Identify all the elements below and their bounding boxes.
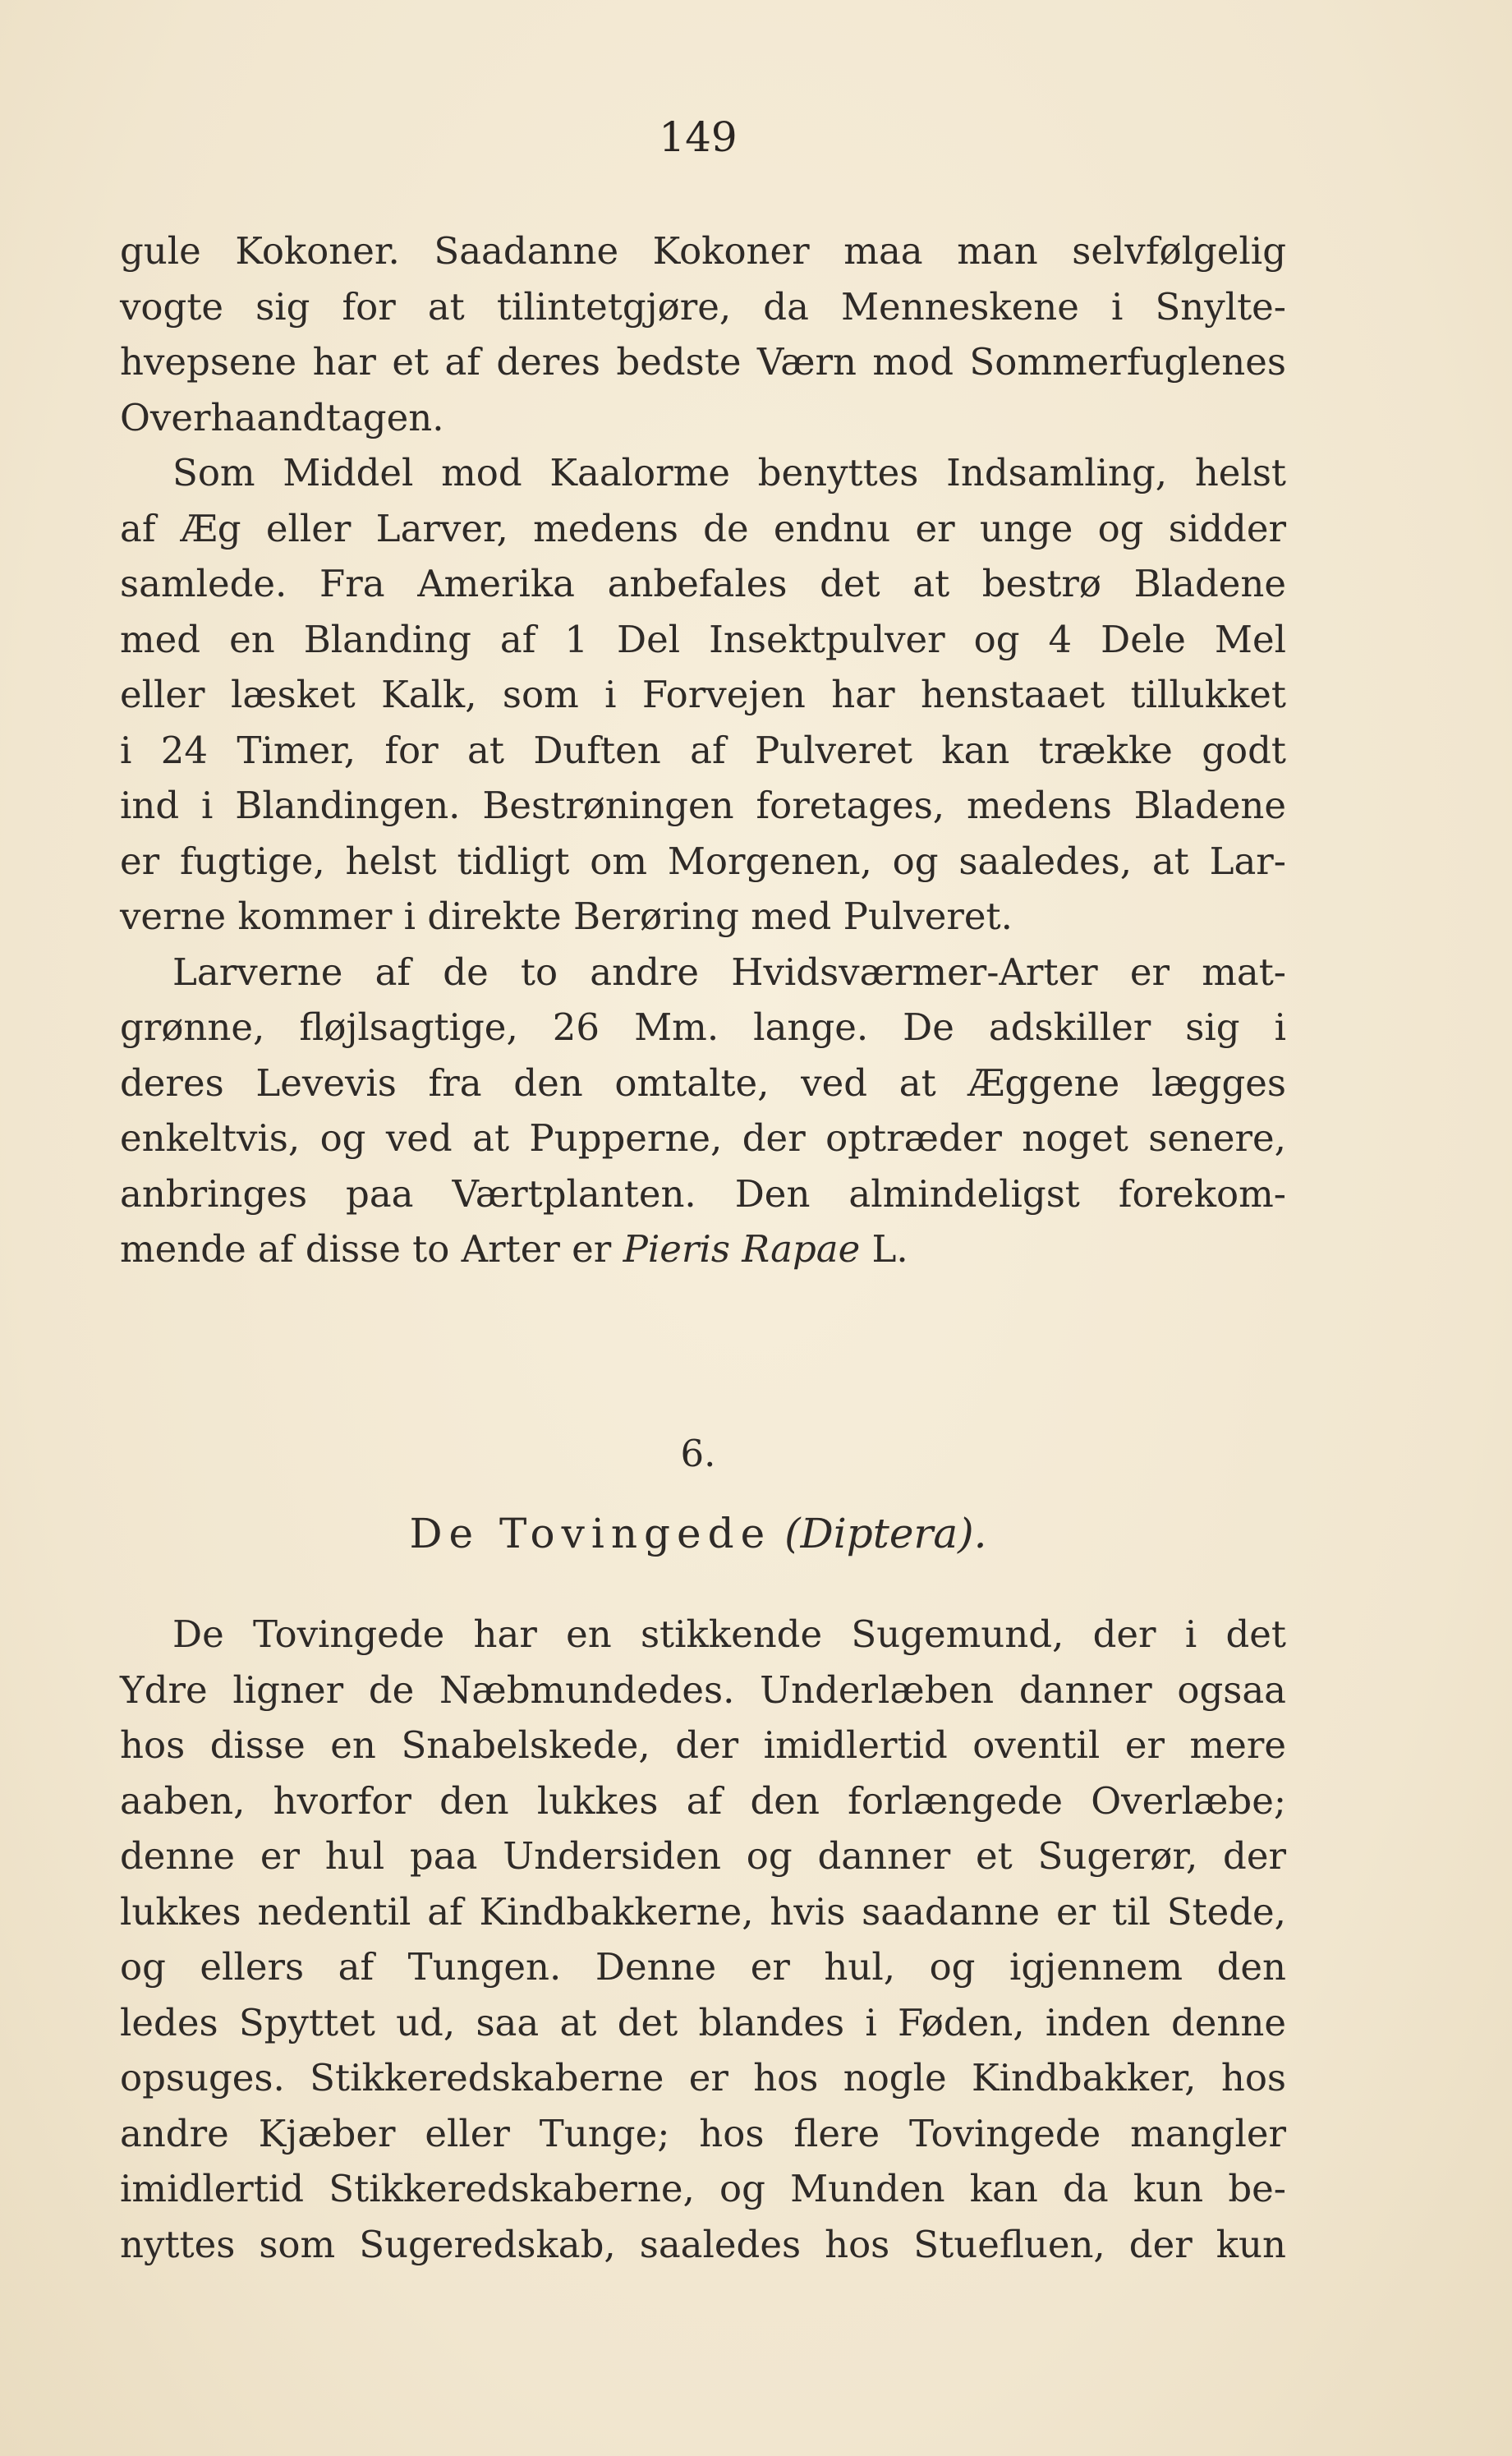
text-line: denne er hul paa Undersiden og danner et Sugerør, der [120, 1834, 1286, 1878]
page-number: 149 [659, 113, 738, 161]
text-line: Ydre ligner de Næbmundedes. Underlæben danner ogsaa [120, 1667, 1286, 1712]
text-line: andre Kjæber eller Tunge; hos flere Tovingede mangler [120, 2111, 1286, 2155]
text-line: verne kommer i direkte Berøring med Pulveret. [120, 895, 1013, 938]
text-line: vogte sig for at tilintetgjøre, da Menneskene i Snylte- [120, 284, 1286, 329]
text-line: aaben, hvorfor den lukkes af den forlængede Overlæbe; [120, 1778, 1286, 1823]
text-segment: mende af disse to Arter er [120, 1227, 623, 1271]
text-line: af Æg eller Larver, medens de endnu er unge og sidder [120, 506, 1286, 550]
text-line: med en Blanding af 1 Del Insektpulver og 4 Dele Mel [120, 617, 1286, 661]
species-name: Pieris Rapae [623, 1227, 861, 1271]
text-line: gule Kokoner. Saadanne Kokoner maa man selvfølgelig [120, 229, 1286, 273]
text-line: grønne, fløjlsagtige, 26 Mm. lange. De adskiller sig i [120, 1005, 1286, 1049]
section-heading-italic: (Diptera). [784, 1510, 987, 1557]
text-line: hvepsene har et af deres bedste Værn mod Sommerfuglenes [120, 340, 1286, 384]
paragraph-block-1 [120, 223, 1286, 1277]
section-number: 6. [680, 1432, 716, 1475]
text-line: ledes Spyttet ud, saa at det blandes i Føden, inden denne [120, 2000, 1286, 2044]
text-line: er fugtige, helst tidligt om Morgenen, og saaledes, at Lar- [120, 839, 1286, 883]
text-segment: L. [860, 1227, 908, 1271]
text-line: enkeltvis, og ved at Pupperne, der optræder noget senere, [120, 1116, 1286, 1160]
section-heading [0, 1510, 1396, 1557]
text-line: opsuges. Stikkeredskaberne er hos nogle Kindbakker, hos [120, 2056, 1286, 2100]
text-line: anbringes paa Værtplanten. Den almindeligst forekom- [120, 1171, 1286, 1216]
text-line: lukkes nedentil af Kindbakkerne, hvis saadanne er til Stede, [120, 1889, 1286, 1934]
text-line: Overhaandtagen. [120, 395, 444, 439]
text-line: nyttes som Sugeredskab, saaledes hos Stuefluen, der kun [120, 2222, 1286, 2266]
text-line: Som Middel mod Kaalorme benyttes Indsamling, helst [172, 451, 1286, 494]
section-heading-main: De Tovingede [409, 1510, 772, 1557]
paragraph-block-2 [120, 1607, 1286, 2272]
text-line: Larverne af de to andre Hvidsværmer-Arter er mat- [172, 950, 1286, 994]
text-line: De Tovingede har en stikkende Sugemund, der i det [172, 1612, 1286, 1656]
text-line: deres Levevis fra den omtalte, ved at Æggene lægges [120, 1060, 1286, 1105]
text-line: hos disse en Snabelskede, der imidlertid oventil er mere [120, 1723, 1286, 1767]
text-line: og ellers af Tungen. Denne er hul, og igjennem den [120, 1945, 1286, 1989]
text-line: samlede. Fra Amerika anbefales det at bestrø Bladene [120, 562, 1286, 605]
text-line [120, 1221, 1286, 1277]
text-line: i 24 Timer, for at Duften af Pulveret kan trække godt [120, 728, 1286, 772]
text-line: ind i Blandingen. Bestrøningen foretages, medens Bladene [120, 784, 1286, 827]
text-line: imidlertid Stikkeredskaberne, og Munden kan da kun be- [120, 2167, 1286, 2210]
text-line: eller læsket Kalk, som i Forvejen har henstaaet tillukket [120, 673, 1286, 716]
